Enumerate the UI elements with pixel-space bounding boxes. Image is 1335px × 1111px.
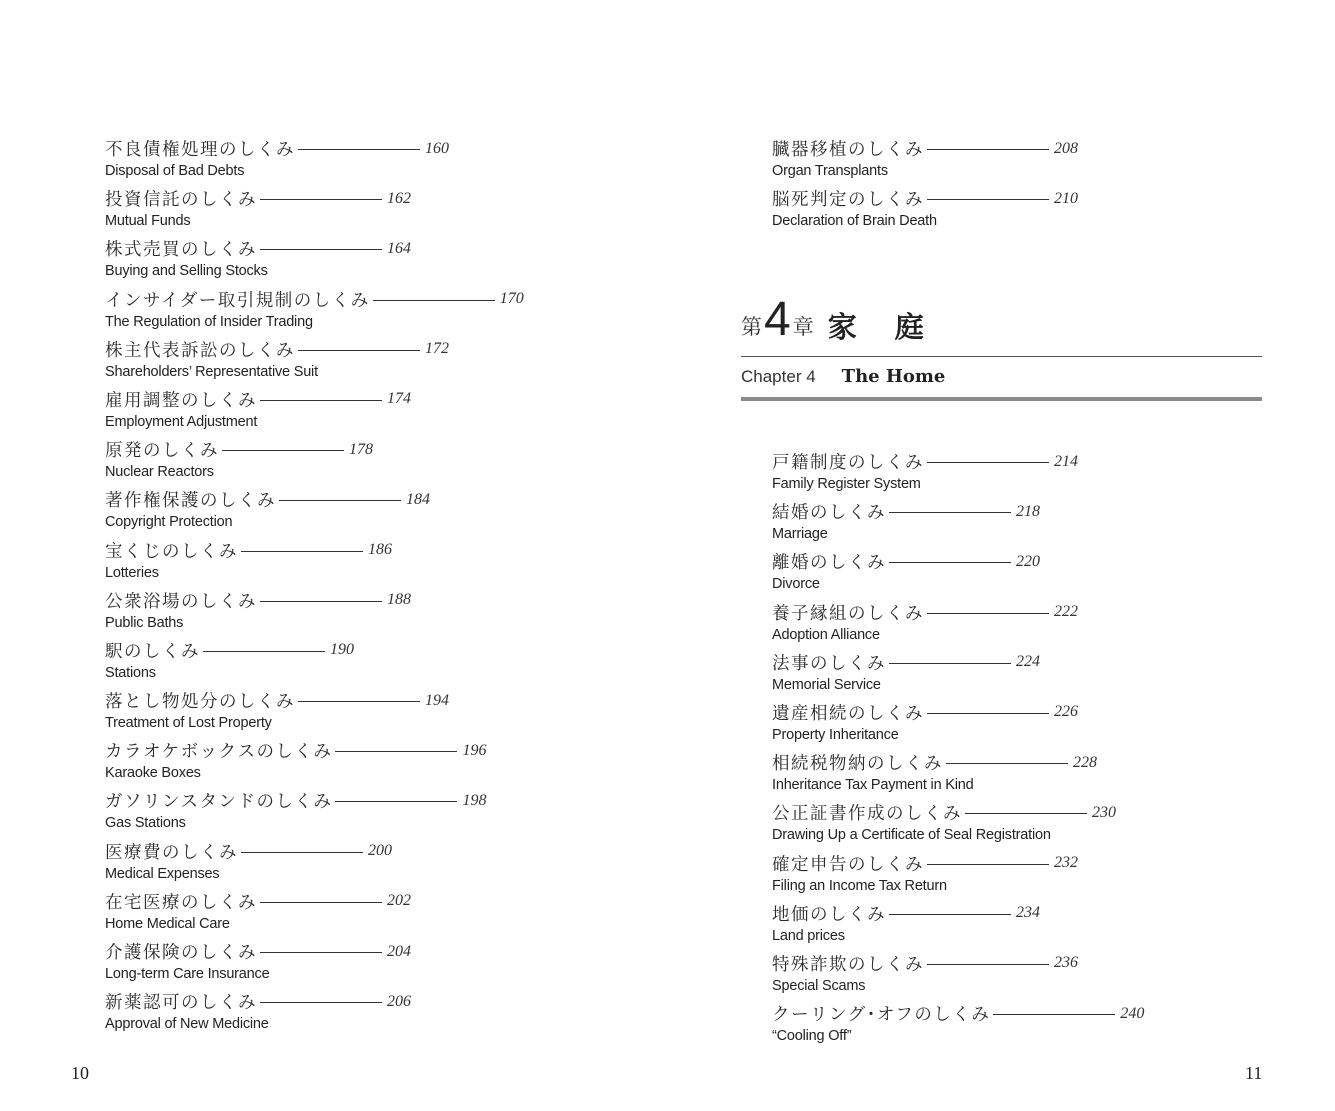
toc-entry-title-en: The Regulation of Insider Trading <box>105 313 313 330</box>
toc-entry-line <box>772 901 1292 926</box>
toc-entry-page: 162 <box>387 189 411 207</box>
toc-entry-line <box>772 549 1292 574</box>
toc-entry-title-jp: ガソリンスタンドのしくみ <box>105 792 333 813</box>
toc-entry-page: 240 <box>1120 1004 1145 1022</box>
toc-entry-title-en: Home Medical Care <box>105 915 230 932</box>
toc-entry-title-jp: 養子縁組のしくみ <box>772 603 924 624</box>
toc-entry-line <box>772 851 1292 876</box>
toc-entry <box>105 136 665 186</box>
toc-leader-line <box>889 663 1011 664</box>
toc-entry-title-en: Treatment of Lost Property <box>105 715 272 732</box>
toc-leader-line <box>993 1014 1115 1015</box>
toc-entry-title-jp: 脳死判定のしくみ <box>772 190 924 211</box>
toc-entry-title-jp: 戸籍制度のしくみ <box>772 453 924 473</box>
toc-entry <box>772 951 1292 1001</box>
toc-entry-page: 208 <box>1054 139 1078 157</box>
toc-entry-title-jp: 新薬認可のしくみ <box>105 993 257 1014</box>
toc-entry-title-jp: 公衆浴場のしくみ <box>105 591 257 612</box>
toc-leader-line <box>335 801 457 802</box>
toc-leader-line <box>927 199 1049 200</box>
toc-entry-title-jp: 不良債権処理のしくみ <box>105 140 295 160</box>
toc-entry-line <box>105 538 665 563</box>
toc-leader-line <box>260 1002 382 1003</box>
toc-entry-title-en: Shareholders’ Representative Suit <box>105 363 318 380</box>
toc-entry <box>105 538 665 588</box>
toc-entry-title-en: Disposal of Bad Debts <box>105 163 245 179</box>
toc-entry-title-jp: 株主代表訴訟のしくみ <box>105 340 295 361</box>
toc-entry-page: 172 <box>425 340 449 358</box>
toc-entry-title-en: Special Scams <box>772 977 866 994</box>
toc-entry-line <box>105 688 665 713</box>
toc-entry-page: 228 <box>1073 753 1097 771</box>
right-toc-list-bottom <box>772 449 1292 1051</box>
toc-entry-title-en: Property Inheritance <box>772 726 899 743</box>
toc-entry-line <box>105 939 665 964</box>
toc-entry-page: 204 <box>387 942 411 960</box>
toc-entry-page: 218 <box>1016 502 1040 520</box>
toc-entry-page: 190 <box>330 641 354 659</box>
toc-entry-line <box>772 136 1292 161</box>
toc-entry-title-en: Long-term Care Insurance <box>105 966 270 982</box>
toc-entry-page: 222 <box>1054 603 1078 621</box>
toc-entry-page: 196 <box>462 741 487 759</box>
toc-leader-line <box>260 400 382 401</box>
chapter-divider-top <box>741 356 1262 357</box>
toc-entry-line <box>772 951 1292 976</box>
chapter-title-en-text: The Home <box>841 366 946 387</box>
toc-entry-title-en: Approval of New Medicine <box>105 1016 269 1033</box>
toc-entry <box>105 738 665 788</box>
toc-entry-title-jp: 遺産相続のしくみ <box>772 703 924 724</box>
toc-entry-line <box>105 588 665 613</box>
toc-leader-line <box>927 462 1049 463</box>
toc-entry <box>105 337 665 387</box>
toc-entry <box>105 989 665 1039</box>
toc-entry-title-en: Land prices <box>772 927 845 944</box>
toc-entry-line <box>105 136 665 161</box>
toc-entry-title-jp: 株式売買のしくみ <box>105 240 257 261</box>
toc-entry-page: 210 <box>1054 189 1078 207</box>
toc-entry <box>772 186 1292 236</box>
toc-entry-title-en: Karaoke Boxes <box>105 765 201 782</box>
toc-entry-page: 174 <box>387 390 411 408</box>
toc-entry-page: 164 <box>387 239 411 257</box>
toc-leader-line <box>260 902 382 903</box>
toc-entry-line <box>105 738 665 763</box>
toc-entry-title-en: Medical Expenses <box>105 865 220 882</box>
toc-leader-line <box>260 952 382 953</box>
toc-entry-title-en: Marriage <box>772 526 828 543</box>
toc-entry-title-jp: 結婚のしくみ <box>772 503 886 524</box>
toc-entry-title-jp: 公正証書作成のしくみ <box>772 804 962 825</box>
toc-entry-line <box>105 889 665 914</box>
toc-leader-line <box>335 751 457 752</box>
toc-entry-line <box>105 287 665 312</box>
toc-entry-page: 160 <box>425 139 449 157</box>
toc-entry-title-jp: インサイダー取引規制のしくみ <box>105 290 370 311</box>
toc-leader-line <box>260 601 382 602</box>
toc-entry-title-jp: 駅のしくみ <box>105 641 200 662</box>
toc-entry-title-en: Copyright Protection <box>105 514 233 531</box>
toc-entry-title-jp: 著作権保護のしくみ <box>105 491 276 512</box>
toc-entry <box>772 650 1292 700</box>
toc-leader-line <box>946 763 1068 764</box>
toc-leader-line <box>927 713 1049 714</box>
left-toc-list <box>105 136 665 1039</box>
toc-entry <box>105 939 665 989</box>
chapter-heading <box>741 293 1262 406</box>
toc-entry-line <box>105 788 665 813</box>
toc-entry-title-en: Drawing Up a Certificate of Seal Registration <box>772 827 1051 844</box>
toc-entry-page: 236 <box>1054 954 1078 972</box>
chapter-suffix: 章 <box>792 315 814 339</box>
toc-leader-line <box>298 149 420 150</box>
toc-entry-title-en: Employment Adjustment <box>105 413 258 430</box>
toc-leader-line <box>260 199 382 200</box>
toc-entry <box>105 688 665 738</box>
page-number-right: 11 <box>1245 1063 1263 1083</box>
chapter-number: 4 <box>764 293 791 346</box>
toc-leader-line <box>373 300 495 301</box>
toc-entry-page: 194 <box>425 691 449 709</box>
toc-entry-page: 206 <box>387 992 411 1010</box>
toc-leader-line <box>927 149 1049 150</box>
toc-entry-line <box>772 600 1292 625</box>
toc-entry-title-jp: 原発のしくみ <box>105 441 219 462</box>
toc-entry-title-jp: 落とし物処分のしくみ <box>105 692 295 713</box>
toc-entry-page: 200 <box>368 842 392 860</box>
toc-entry-title-jp: 雇用調整のしくみ <box>105 390 257 411</box>
toc-entry-title-en: Lotteries <box>105 564 159 581</box>
toc-entry-line <box>772 499 1292 524</box>
toc-entry <box>105 588 665 638</box>
page-number-left: 10 <box>71 1063 89 1083</box>
toc-leader-line <box>241 852 363 853</box>
toc-entry <box>105 236 665 286</box>
toc-entry-page: 220 <box>1016 552 1040 570</box>
toc-entry-title-jp: 臓器移植のしくみ <box>772 140 924 160</box>
toc-entry-title-jp: 法事のしくみ <box>772 653 886 674</box>
toc-entry-line <box>772 650 1292 675</box>
toc-entry-title-en: Stations <box>105 664 156 681</box>
chapter-label-en: Chapter 4 <box>741 367 816 386</box>
toc-entry <box>105 387 665 437</box>
chapter-title: 家 庭 <box>827 310 938 344</box>
toc-leader-line <box>279 500 401 501</box>
toc-leader-line <box>927 864 1049 865</box>
toc-entry-title-jp: 特殊詐欺のしくみ <box>772 954 924 975</box>
toc-entry-page: 184 <box>406 490 430 508</box>
toc-entry <box>772 1001 1292 1051</box>
toc-entry-title-en: Buying and Selling Stocks <box>105 263 268 280</box>
toc-entry <box>772 851 1292 901</box>
toc-entry-title-en: Adoption Alliance <box>772 626 880 643</box>
toc-entry-page: 186 <box>368 541 392 558</box>
toc-entry-title-en: Family Register System <box>772 476 921 492</box>
toc-entry <box>772 800 1292 850</box>
toc-entry-title-en: Memorial Service <box>772 676 881 693</box>
toc-leader-line <box>241 551 363 552</box>
toc-entry <box>105 788 665 838</box>
toc-entry-title-en: “Cooling Off” <box>772 1028 852 1045</box>
toc-entry-line <box>105 186 665 211</box>
toc-entry-page: 232 <box>1054 854 1078 871</box>
toc-entry-title-jp: 在宅医療のしくみ <box>105 892 257 913</box>
toc-entry-title-jp: クーリング･オフのしくみ <box>772 1005 991 1026</box>
toc-entry-line <box>772 700 1292 725</box>
toc-entry-title-jp: 離婚のしくみ <box>772 553 886 574</box>
toc-entry-title-en: Inheritance Tax Payment in Kind <box>772 777 974 794</box>
toc-entry-title-en: Organ Transplants <box>772 163 888 179</box>
toc-leader-line <box>927 613 1049 614</box>
toc-entry-page: 202 <box>387 892 411 910</box>
toc-entry <box>772 700 1292 750</box>
toc-entry-title-jp: 確定申告のしくみ <box>772 854 924 875</box>
toc-leader-line <box>889 914 1011 915</box>
toc-entry-page: 226 <box>1054 703 1078 721</box>
toc-entry-line <box>772 186 1292 211</box>
toc-leader-line <box>298 701 420 702</box>
toc-entry-page: 198 <box>462 791 487 809</box>
toc-entry-page: 170 <box>499 290 524 308</box>
toc-entry-line <box>105 236 665 261</box>
toc-entry-line <box>772 750 1292 775</box>
toc-entry <box>105 186 665 236</box>
toc-entry-title-en: Gas Stations <box>105 815 186 832</box>
toc-entry <box>105 839 665 889</box>
toc-entry <box>772 600 1292 650</box>
toc-entry <box>772 499 1292 549</box>
chapter-title-jp <box>741 293 938 346</box>
toc-entry-title-jp: 地価のしくみ <box>772 904 886 925</box>
toc-entry-title-jp: カラオケボックスのしくみ <box>105 742 333 763</box>
toc-entry-title-en: Filing an Income Tax Return <box>772 877 947 894</box>
toc-entry-title-jp: 相続税物納のしくみ <box>772 754 943 775</box>
toc-leader-line <box>889 512 1011 513</box>
toc-leader-line <box>889 562 1011 563</box>
toc-entry <box>105 487 665 537</box>
toc-entry-line <box>105 487 665 512</box>
toc-entry-line <box>105 387 665 412</box>
toc-leader-line <box>298 350 420 351</box>
toc-entry-line <box>772 1001 1292 1026</box>
toc-entry-title-en: Mutual Funds <box>105 213 191 230</box>
toc-entry-title-en: Declaration of Brain Death <box>772 213 937 230</box>
toc-leader-line <box>927 964 1049 965</box>
toc-entry <box>105 437 665 487</box>
toc-entry-title-en: Nuclear Reactors <box>105 464 214 481</box>
toc-entry-title-jp: 投資信託のしくみ <box>105 190 257 211</box>
toc-entry-page: 214 <box>1054 452 1078 470</box>
toc-entry <box>105 287 665 337</box>
toc-leader-line <box>260 249 382 250</box>
toc-entry-line <box>105 437 665 462</box>
toc-leader-line <box>222 450 344 451</box>
chapter-prefix: 第 <box>741 315 762 339</box>
toc-entry-line <box>772 449 1292 474</box>
toc-entry-title-jp: 宝くじのしくみ <box>105 541 238 562</box>
toc-entry <box>772 136 1292 186</box>
toc-entry-line <box>105 337 665 362</box>
toc-entry <box>772 549 1292 599</box>
toc-entry <box>772 750 1292 800</box>
chapter-title-en <box>741 366 945 387</box>
chapter-divider-bottom <box>741 397 1262 401</box>
toc-entry-title-en: Divorce <box>772 576 820 593</box>
toc-entry-line <box>105 989 665 1014</box>
toc-entry <box>772 901 1292 951</box>
toc-entry-title-jp: 医療費のしくみ <box>105 842 238 863</box>
toc-entry <box>772 449 1292 499</box>
toc-entry-page: 230 <box>1092 803 1116 821</box>
toc-leader-line <box>965 813 1087 814</box>
right-toc-list-top <box>772 136 1292 236</box>
toc-entry-page: 234 <box>1016 904 1040 922</box>
toc-entry <box>105 638 665 688</box>
toc-entry-line <box>105 839 665 864</box>
toc-entry-page: 224 <box>1016 653 1040 671</box>
toc-entry-line <box>772 800 1292 825</box>
toc-leader-line <box>203 651 325 652</box>
toc-entry-line <box>105 638 665 663</box>
toc-entry-title-en: Public Baths <box>105 614 184 631</box>
toc-entry-page: 178 <box>349 440 373 458</box>
toc-entry-page: 188 <box>387 591 411 609</box>
toc-entry-title-jp: 介護保険のしくみ <box>105 943 257 963</box>
toc-entry <box>105 889 665 939</box>
